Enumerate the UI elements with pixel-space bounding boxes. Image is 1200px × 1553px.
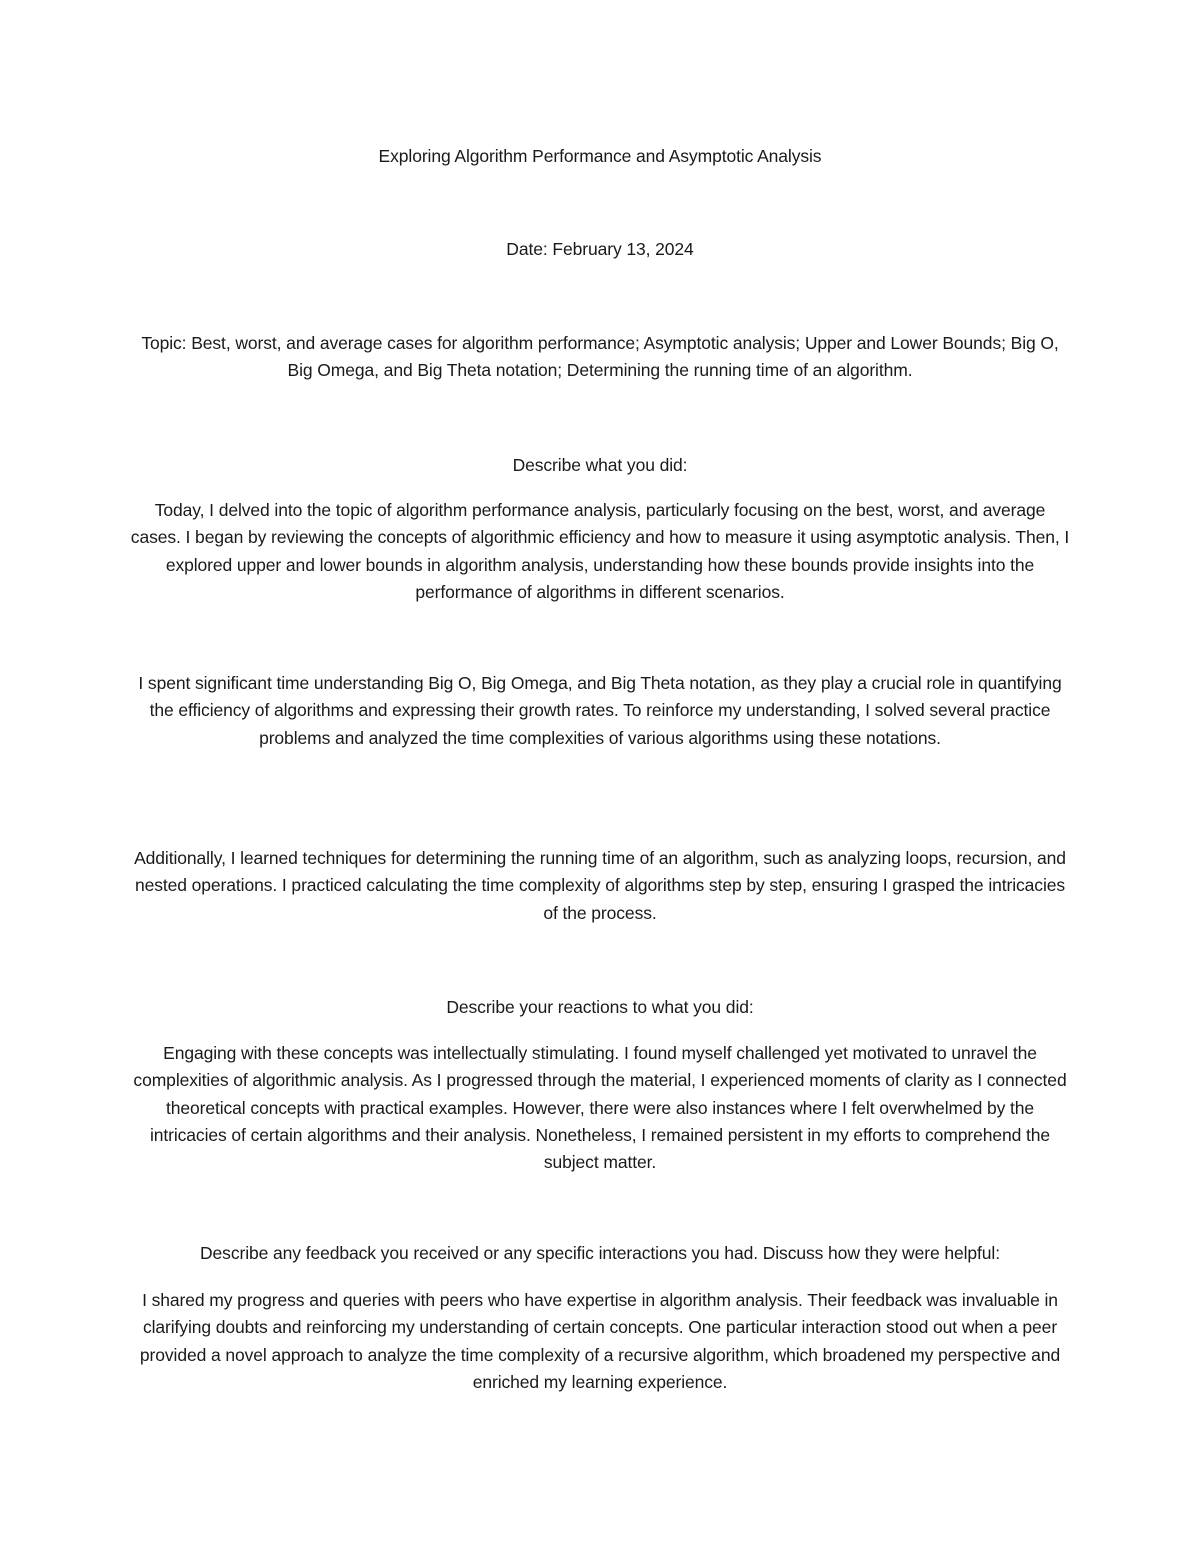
topic-line: Topic: Best, worst, and average cases for algorithm performance; Asymptotic analysis; Upper and Lower Bounds; Big O, Big Omega, and Big Theta notation; Determining the running time of an algorithm. <box>141 333 1059 381</box>
section-heading-reactions: Describe your reactions to what you did: <box>446 997 754 1017</box>
paragraph-what-you-did-2: I spent significant time understanding Big O, Big Omega, and Big Theta notation, as they play a crucial role in quantifying the efficiency of algorithms and expressing their growth rates. To reinforce my understanding, I solved several practice problems and analyzed the time complexities of various algorithms using these notations. <box>138 673 1062 748</box>
section-heading-what-you-did: Describe what you did: <box>512 455 688 475</box>
document-title: Exploring Algorithm Performance and Asymptotic Analysis <box>378 146 822 166</box>
section-heading-feedback: Describe any feedback you received or any specific interactions you had. Discuss how they were helpful: <box>200 1243 1000 1263</box>
paragraph-reactions: Engaging with these concepts was intellectually stimulating. I found myself challenged yet motivated to unravel the complexities of algorithmic analysis. As I progressed through the material, I experienced moments of clarity as I connected theoretical concepts with practical examples. However, there were also instances where I felt overwhelmed by the intricacies of certain algorithms and their analysis. Nonetheless, I remained persistent in my efforts to comprehend the subject matter. <box>133 1043 1067 1173</box>
date-line: Date: February 13, 2024 <box>506 239 694 259</box>
paragraph-what-you-did-1: Today, I delved into the topic of algorithm performance analysis, particularly focusing on the best, worst, and average cases. I began by reviewing the concepts of algorithmic efficiency and how to measure it using asymptotic analysis. Then, I explored upper and lower bounds in algorithm analysis, understanding how these bounds provide insights into the performance of algorithms in different scenarios. <box>130 500 1070 602</box>
paragraph-feedback: I shared my progress and queries with peers who have expertise in algorithm analysis. Their feedback was invaluable in clarifying doubts and reinforcing my understanding of certain concepts. One particular interaction stood out when a peer provided a novel approach to analyze the time complexity of a recursive algorithm, which broadened my perspective and enriched my learning experience. <box>139 1290 1061 1392</box>
paragraph-what-you-did-3: Additionally, I learned techniques for determining the running time of an algorithm, such as analyzing loops, recursion, and nested operations. I practiced calculating the time complexity of algorithms step by step, ensuring I grasped the intricacies of the process. <box>134 848 1066 923</box>
